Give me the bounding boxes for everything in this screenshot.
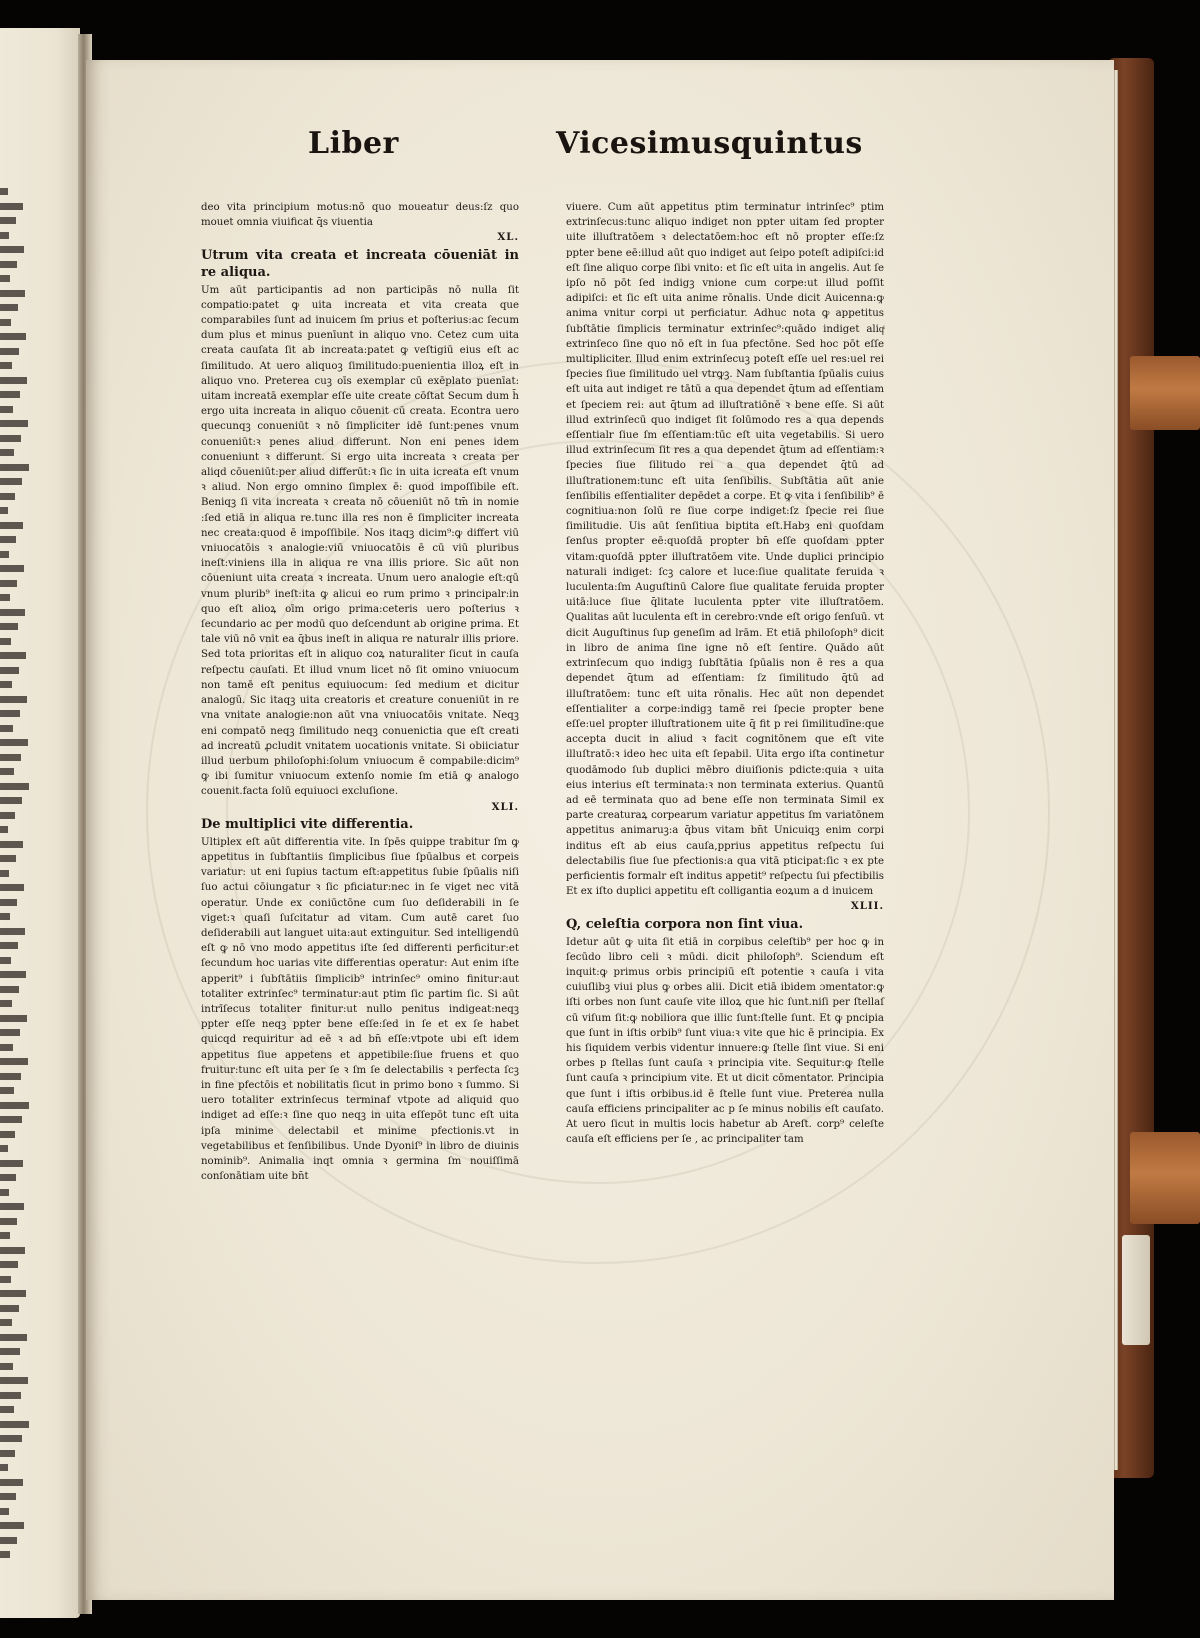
left-page-text-fragment — [0, 507, 8, 514]
left-page-text-fragment — [0, 391, 20, 398]
left-page-text-fragment — [0, 304, 18, 311]
left-page-text-fragment — [0, 217, 16, 224]
left-page-text-fragment — [0, 1551, 10, 1558]
left-page-text-fragment — [0, 232, 9, 239]
left-page-text-fragment — [0, 1479, 23, 1486]
book-page — [86, 60, 1114, 1600]
left-page-text-fragment — [0, 928, 25, 935]
left-page-text-fragment — [0, 1073, 21, 1080]
left-page-text-fragment — [0, 884, 24, 891]
left-page-text-fragment — [0, 1319, 12, 1326]
section-number: XL. — [497, 231, 519, 244]
left-page-text-fragment — [0, 1421, 29, 1428]
left-page-text-fragment — [0, 449, 14, 456]
left-page-text-fragment — [0, 1247, 25, 1254]
left-page-text-fragment — [0, 609, 25, 616]
left-page-text-fragment — [0, 696, 27, 703]
left-page-text-fragment — [0, 493, 15, 500]
left-page-text-fragment — [0, 1189, 9, 1196]
text-column-left — [201, 200, 519, 1184]
left-page-text-fragment — [0, 1102, 29, 1109]
left-page-text-fragment — [0, 638, 11, 645]
left-page-text-fragment — [0, 1174, 16, 1181]
paragraph: viuere. Cum aūt appetitus ptim terminatur intrinſec⁹ ptim extrinſecus:tunc aliquo indiget non ppter uitam ſed propter uite illuſtratōem ꝛ delectatōem:hoc eſt nō propter eſſe:ſz ppter bene eē:illud aūt quo indiget aut ſeipo poteſt adipiſci:id eſt ſine aliquo corpe ſibi vnito: et ſic eſt uita in angelis. Aut ſe ipſo nō pōt ſed indigꝫ vnione cum corpe:ut illud poſſit adipiſci: et ſic eſt uita anime rōnalis. Unde dicit Auicenna:ꝙ anima vnitur corpi ut perficiatur. Adhuc nota ꝙ appetitus ſubſtātie ſimplicis terminatur extrinſec⁹:quādo indiget aliqͥ extrinſeco ſine quo nō eſt in ſua pfectōne. Sed hoc pōt eſſe multipliciter. Illud enim extrinſecuꝫ poteſt eſſe uel res:uel rei ſpecies ſiue ſimilitudo uel vtrꝙꝫ. Nam ſubſtantia ſpūalis cuius eſt uita aut indiget re tātū a qua dependet q̄tum ad eſſentiam et ſpeciem rei: aut q̄tum ad illuſtratiōnē ꝛ bene eſſe. Si aūt illud extrinſecū quo indiget ſit ſolūmodo res a qua depends eſſentialr ſiue ſm eſſentiam:tūc eſt uita vegetabilis. Si uero illud extrinſecum ſit res a qua dependet q̄tum ad eſſentiam:ꝛ ſpecies ſiue ſilitudo rei a qua dependet q̄tū ad illuſtrationem:tunc eſt uita ſenſibilis. Subſtātia aūt anie ſenſibilis eſſentialiter depēdet a corpe. Et ꝙ vita i ſenſibilib⁹ ē cognitiua:non ſolū re ſiue corpe indiget:ſz ſpecie rei ſiue ſimilitudie. Uis aūt ſenſitiua biptita eſt.Habȝ eni quoſdam ſenſus propter eē:quoſdā propter bn̄ eſſe quoſdam ppter vitam:quoſdā ppter illuſtratōem vite. Unde duplici principio naturali indiget: ſcꝫ calore et luce:ſiue qualitate feruida ꝛ luculenta:ſm Auguſtinū Calore ſiue qualitate feruida propter uitā:luce ſiue q̄litate luculenta ppter vite illuſtratōem. Qualitas aūt luculenta eſt in cerebro:vnde eſt origo ſenſuū. vt dicit Auguſtinus ſup geneſim ad lrām. Et etiā philoſoph⁹ dicit in libro de anima ſine igne nō eſt ſentire. Quādo aūt extrinſecum quo indigꝫ ſubſtātia ſpūalis non ē res a qua dependet q̄tum ad eſſentiam: ſz ſimilitudo q̄tū ad illuſtratōem: tunc eſt uita rōnalis. Hec aūt non dependet eſſentialiter a corpe:indigꝫ tamē rei ſpecie propter bene eſſe:uel propter illuſtrationem uite q̄ fit p rei ſimilitudīne:que accepta ducit in aliud ꝛ facit cognitōnem que eſt vite illuſtratō:ꝛ ideo hec uita eſt ſepabil. Uita ergo iſta continetur quodāmodo ſub duplici mēbro diuiſionis pdicte:quia ꝛ uita eius interius eſt terminata:ꝛ non terminata exterius. Quantū ad eē terminata quo ad bene eſſe non terminata Simil ex parte creaturaꝝ corpearum variatur appetitus ſm variatōnem appetitus animaruꝫ:a q̄bus vitam bn̄t Unicuiqꝫ enim corpi inditus eſt ab eius cauſa,pprius appetitus reſpectu ſui delectabilis ſiue ſue pfectionis:a qua vitā pticipat:ſic ꝛ ex pte perficientis formalr eſt inditus appetit⁹ reſpectu ſui pfectibilis Et ex iſto duplici appetitu eſt colligantia eoꝝum a d inuicem — [566, 202, 884, 898]
left-page-text-fragment — [0, 348, 19, 355]
left-page-text-fragment — [0, 1537, 17, 1544]
running-header-right: Vicesimusquintus — [556, 126, 863, 161]
left-page-text-fragment — [0, 246, 24, 253]
left-page-text-fragment — [0, 1029, 20, 1036]
left-page-text-fragment — [0, 580, 17, 587]
left-page-text-fragment — [0, 797, 22, 804]
left-page-text-fragment — [0, 1131, 15, 1138]
left-page-text-fragment — [0, 1276, 11, 1283]
left-page-text-fragment — [0, 739, 28, 746]
section-heading: De multiplici vite differentia. — [201, 816, 414, 832]
left-page-text-fragment — [0, 1203, 24, 1210]
left-page-text-fragment — [0, 681, 12, 688]
paragraph: Um aūt participantis ad non participās nō nulla ſit compatio:patet ꝙ uita increata et vita creata que comparabiles ſunt ad inuicem ſm prius et poſterius:ac ſecum dum plus et minus puenīunt in aliquo vno. Cetez cum uita creata cauſata ſit ab increata:patet ꝙ veſtigiū eius eſt ac ſimilitudo. At uero aliquoꝫ ſimilitudo:puenientia illoꝝ eſt in aliquo vno. Preterea cuꝫ oīs exemplar cū exēplato puenīat: uitam increatā exemplar eſſe uite create cōſtat Secum dum h̄ ergo uita increata in aliquo cōuenit cū creata. Econtra uero quecunqꝫ conueniūt ꝛ nō ſimpliciter idē ſunt:penes vnum conueniūt:ꝛ penes aliud differunt. Non eni penes idem conueniunt ꝛ differunt. Si ergo uita increata ꝛ creata per aliqd cōueniūt:per aliud differūt:ꝛ ſic in uita icreata eſt vnum ꝛ aliud. Non ergo omnino ſimplex ē: quod impoſſibile eſt. Beniqꝫ ſi vita increata ꝛ creata nō cōueniūt nō tm̄ in nomie :ſed etiā in aliqua re.tunc illa res non ē ſimpliciter increata nec creata:quod ē impoſſibile. Nos itaqꝫ dicim⁹:ꝙ differt viū vniuocatōis ꝛ analogie:viū vniuocatōis ē cū viū pluribus ineſt:viniens illa in aliqua re vna illis priore. Sic aūt non cōueniunt uita creata ꝛ increata. Unum uero analogie eſt:qū vnum plurib⁹ ineſt:ita ꝙ alicui eo rum primo ꝛ principalr:in quo eſt alioꝝ oīm origo prima:ceteris uero poſterius ꝛ ſecundario ac per modū quo deſcendunt ab origine prima. Et tale viū nō vnit ea q̄bus ineſt in aliqua re naturalr illis priore. Sed tota prioritas eſt in aliquo coꝝ naturaliter ſicut in cauſa reſpectu cauſati. Et illud vnum licet nō ſit omino vniuocum non tamē eſt penitus equiuocum: ſed medium et dicitur analogū. Sic itaqꝫ uita creatoris et creature conueniūt in re vna vnitate analogie:non aūt vna vniuocatōis vnitate. Neqꝫ eni compatō neqꝫ ſimilitudo neqꝫ conuenictia que eſt creati ad increatū ꝓcludit vnitatem uocationis vnitate. Si obiiciatur illud uerbum philoſophi:ſolum vniuocum ē compabile:dicim⁹ ꝙ ibi ſumitur vniuocum extenſo nomie ſm etiā ꝙ analogo couenit.facta ſolū equiuoci excluſione. — [201, 284, 519, 798]
section-number: XLI. — [491, 800, 519, 813]
left-page-text-fragment — [0, 783, 29, 790]
left-page-text-fragment — [0, 188, 8, 195]
left-page-text-fragment — [0, 826, 8, 833]
left-page-text-fragment — [0, 565, 24, 572]
binding-strap-lower — [1130, 1132, 1200, 1224]
left-page-text-fragment — [0, 1406, 14, 1413]
left-page-text-fragment — [0, 1464, 8, 1471]
left-page-text-fragment — [0, 464, 29, 471]
left-page-text-fragment — [0, 986, 19, 993]
left-page-text-fragment — [0, 319, 11, 326]
left-page-text-fragment — [0, 420, 28, 427]
left-page-text-fragment — [0, 333, 26, 340]
left-page-text-fragment — [0, 1450, 15, 1457]
left-page-text-fragment — [0, 377, 27, 384]
binding-clasp — [1122, 1235, 1150, 1345]
text-column-right — [566, 200, 884, 1147]
left-page-fragment — [0, 28, 80, 1618]
left-page-text-fragment — [0, 1087, 14, 1094]
left-page-text-fragment — [0, 1377, 28, 1384]
left-page-text-fragment — [0, 1232, 10, 1239]
left-page-text-fragment — [0, 768, 14, 775]
left-page-text-fragment — [0, 1044, 13, 1051]
left-page-text-fragment — [0, 406, 13, 413]
left-page-text-fragment — [0, 841, 23, 848]
section-heading: Q, celeſtia corpora non ſint viua. — [566, 916, 804, 932]
opening-lines: deo vita principium motus:nō quo moueatur deus:ſz quo mouet omnia viuificat q̄s viuentia — [201, 202, 519, 229]
left-page-text-fragment — [0, 899, 17, 906]
left-page-text-fragment — [0, 812, 15, 819]
paragraph: Ultiplex eſt aūt differentia vite. In ſpēs quippe trabitur ſm ꝙ appetitus in ſubſtantiis ſimplicibus ſiue ſpūalbus et corpeis variatur: ut eni ſupius tactum eſt:appetitus ſubie ſpūalis niſi ſuo actui cōiungatur ꝛ ſic pficiatur:nec in ſe viget nec vitā operatur. Unde ex coniūctōne cum ſuo deſiderabili in ſe viget:ꝛ quaſi ſuſcitatur ad vitam. Cum autē caret ſuo deſiderabili aut languet uita:aut extinguitur. Sed intelligendū eſt ꝙ nō vno modo appetitus iſte ſed differenti perficitur:et ſecundum hoc uarias vite differentias operatur: Aut enim iſte apperit⁹ i ſubſtātiis ſimplicib⁹ intrinſec⁹ omino finitur:aut totaliter extrinſec⁹ terminatur:aut ptim ſic partim ſic. Si aūt intrīſecus totaliter finitur:ut nullo penitus indigeat:neqꝫ ppter eſſe neqꝫ ppter bene eſſe:ſed in ſe et ex ſe habet quicqd requiritur ad eē ꝛ ad bn̄ eſſe:vtpote ubi eſt idem appetitus ſiue appetens et appetibile:ſiue fruens et quo fruitur:tunc eſt uita per ſe ꝛ ſm ſe delectabilis ꝛ perfecta ſcꝫ in fine pfectōis et nobilitatis ſicut in primo bono ꝛ ſummo. Si uero totaliter extrinſecus terminaf vtpote ad aliquid quo indiget ad eſſe:ꝛ ſine quo neqꝫ in uita eſſepōt tunc eſt uita ipſa minime delectabil et minime pfectionis.vt in vegetabilibus et ſenſibilibus. Unde Dyoniſ⁹ in libro de diuinis nominib⁹. Animalia inqt omnia ꝛ germina ſm nouiſſimā conſonātiam uite bn̄t — [201, 836, 519, 1183]
left-page-text-fragment — [0, 478, 22, 485]
left-page-text-fragment — [0, 1493, 16, 1500]
left-page-text-fragment — [0, 435, 21, 442]
left-page-text-fragment — [0, 1000, 12, 1007]
left-page-text-fragment — [0, 1392, 21, 1399]
left-page-text-fragment — [0, 1305, 19, 1312]
left-page-text-fragment — [0, 725, 13, 732]
left-page-text-fragment — [0, 913, 10, 920]
left-page-text-fragment — [0, 942, 18, 949]
paragraph: Idetur aūt ꝙ uita ſit etiā in corpibus celeſtib⁹ per hoc ꝙ in ſecūdo libro celi ꝛ mūdi. dicit philoſoph⁹. Sciendum eſt inquit:ꝙ primus orbis principiū eſt potentie ꝛ cauſa i vita cuiuſlibꝫ viui plus ꝙ orbes alii. Dicit etiā ibidem ɔmentator:ꝙ iſti orbes non ſunt cauſe vite illoꝝ que hic ſunt.niſi per ſtellaſ cū viſum ſit:ꝙ nobiliora que illic ſunt:ſtelle ſunt. Et ꝙ pncipia que ſunt in iſtis orbib⁹ ſunt viua:ꝛ vite que hic ē principia. Ex his ſiquidem verbis videntur innuere:ꝙ ſtelle ſint viue. Si eni orbes p ſtellas ſunt cauſa ꝛ principia vite. Sequitur:ꝙ ſtelle ſunt cauſa ꝛ principium vite. Et ut dicit cōmentator. Principia que ſunt i iſtis orbibus.id ē ſtelle ſunt viue. Preterea nulla cauſa efficiens principaliter ac p ſe minus nobilis eſt cauſato. At uero ſicut in multis locis habetur ab Areſt. corp⁹ celeſte cauſa eſt efficiens per ſe , ac principaliter tam — [566, 936, 884, 1146]
left-page-text-fragment — [0, 522, 23, 529]
left-page-text-fragment — [0, 594, 10, 601]
left-page-text-fragment — [0, 855, 16, 862]
section-heading: Utrum vita creata et increata cōueniāt in re aliqua. — [201, 247, 519, 280]
left-page-text-fragment — [0, 362, 12, 369]
left-page-text-fragment — [0, 667, 19, 674]
left-page-text-fragment — [0, 290, 25, 297]
section-number: XLII. — [850, 900, 884, 913]
left-page-text-fragment — [0, 551, 9, 558]
left-page-text-fragment — [0, 536, 16, 543]
left-page-text-fragment — [0, 1334, 27, 1341]
left-page-text-fragment — [0, 275, 10, 282]
left-page-text-fragment — [0, 957, 11, 964]
left-page-text-fragment — [0, 754, 21, 761]
left-page-text-fragment — [0, 1522, 24, 1529]
binding-strap-upper — [1130, 356, 1200, 430]
left-page-text-fragment — [0, 203, 23, 210]
left-page-text-fragment — [0, 261, 17, 268]
left-page-text-fragment — [0, 1363, 13, 1370]
left-page-text-fragment — [0, 870, 9, 877]
left-page-text-fragment — [0, 1015, 27, 1022]
running-header-left: Liber — [308, 126, 399, 161]
left-page-text-fragment — [0, 1261, 18, 1268]
left-page-text-fragment — [0, 1145, 8, 1152]
left-page-text-fragment — [0, 1348, 20, 1355]
left-page-text-fragment — [0, 1508, 9, 1515]
left-page-text-fragment — [0, 1435, 22, 1442]
left-page-text-fragment — [0, 710, 20, 717]
left-page-text-fragment — [0, 1218, 17, 1225]
left-page-text-fragment — [0, 623, 18, 630]
left-page-text-fragment — [0, 1116, 22, 1123]
left-page-text-fragment — [0, 652, 26, 659]
left-page-text-fragment — [0, 1160, 23, 1167]
left-page-text-fragment — [0, 1290, 26, 1297]
left-page-text-fragment — [0, 971, 26, 978]
left-page-text-fragment — [0, 1058, 28, 1065]
